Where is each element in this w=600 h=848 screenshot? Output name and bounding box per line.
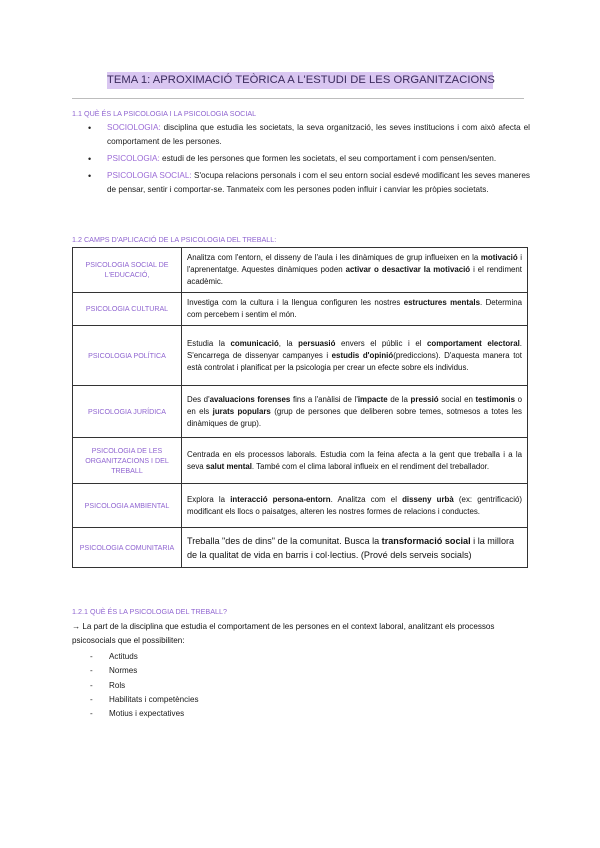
text-run: i la millora de la qualitat de vida en barris i col·lectius. (Prové dels serveis socials) xyxy=(187,535,515,560)
text-run: o en els xyxy=(187,394,523,416)
text-run: Treballa "des de dins" de la comunitat. Busca la xyxy=(187,535,382,546)
bold-text: estructures mentals xyxy=(403,298,480,307)
text-run: (grup de persones que deliberen sobre temes, sotmesos a totes les dinàmiques de grup). xyxy=(187,406,523,428)
title-divider xyxy=(72,98,524,99)
list-item: - Habilitats i competències xyxy=(72,693,199,707)
definitions-list xyxy=(72,121,530,200)
list-item: - Rols xyxy=(72,679,199,693)
list-item xyxy=(72,121,530,150)
field-category-cell: PSICOLOGIA COMUNITARIA xyxy=(73,528,182,568)
application-fields-table xyxy=(72,247,528,568)
bold-text: motivació xyxy=(480,253,518,262)
bold-text: persuasió xyxy=(298,338,336,348)
text-run: . També com el clima laboral influeix en el rendiment del treballador. xyxy=(251,461,490,471)
list-item: - Actituds xyxy=(72,650,199,664)
text-run: Explora la xyxy=(187,494,231,504)
definition-term: PSICOLOGIA: xyxy=(107,154,160,164)
bold-text: comportament electoral xyxy=(427,338,520,348)
table-row xyxy=(73,248,528,293)
list-item xyxy=(72,169,530,198)
bold-text: avaluacions forenses xyxy=(209,394,291,404)
text-run: . Determina com percebem i sentim el món. xyxy=(187,298,522,319)
definition-text: disciplina que estudia les societats, la seva organització, les seves institucions i com això afecta el comportament de les persones. xyxy=(107,123,530,147)
section-1-2-1-heading: 1.2.1 QUÈ ÉS LA PSICOLOGIA DEL TREBALL? xyxy=(72,607,228,616)
text-run: Estudia la xyxy=(187,338,231,348)
field-description-cell xyxy=(182,293,528,326)
bold-text: jurats populars xyxy=(212,406,271,416)
definition-text: estudi de les persones que formen les societats, el seu comportament i com pensen/senten. xyxy=(159,154,497,164)
field-category-cell: PSICOLOGIA AMBIENTAL xyxy=(73,484,182,528)
table-row xyxy=(73,293,528,326)
bold-text: estudis d'opinió xyxy=(331,350,394,360)
text-run: i el rendiment acadèmic. xyxy=(187,265,522,286)
text-run: (prediccions). D'aquesta manera tot està controlat i planificat per la psicologia per crear un efecte sobre els individus. xyxy=(187,350,522,372)
list-item: - Normes xyxy=(72,664,199,678)
text-run: Analitza com l'entorn, el disseny de l'aula i les dinàmiques de grup influeixen en la xyxy=(187,253,481,262)
field-description-cell xyxy=(182,484,528,528)
field-description-cell xyxy=(182,528,528,568)
definition-term: SOCIOLOGIA: xyxy=(107,123,161,132)
field-category-cell: PSICOLOGIA DE LES ORGANITZACIONS I DEL TREBALL xyxy=(73,438,182,484)
field-description-cell xyxy=(182,248,528,293)
field-category-cell: PSICOLOGIA SOCIAL DE L'EDUCACIÓ, xyxy=(73,248,182,293)
bold-text: pressió xyxy=(410,394,439,404)
text-run: i l'aprenentatge. Aquestes dinàmiques poden xyxy=(187,253,523,274)
table-row xyxy=(73,386,528,438)
table-row xyxy=(73,326,528,386)
text-run: Des d' xyxy=(187,394,210,404)
bold-text: disseny urbà xyxy=(402,494,454,504)
text-run: fins a l'anàlisi de l' xyxy=(290,394,358,404)
text-run: Investiga com la cultura i la llengua configuren les nostres xyxy=(187,298,404,307)
bold-text: salut mental xyxy=(205,461,252,471)
definition-term: PSICOLOGIA SOCIAL: xyxy=(107,170,192,180)
text-run: , la xyxy=(278,338,299,348)
section-1-1-heading: 1.1 QUÈ ÉS LA PSICOLOGIA I LA PSICOLOGIA SOCIAL xyxy=(72,109,257,118)
table-row xyxy=(73,438,528,484)
bold-text: comunicació xyxy=(230,338,279,348)
definition-text: S'ocupa relacions personals i com el seu entorn social esdevé modificant les seves maneres de pensar, sentir i comportar-se. Tanmateix com les persones poden influir i canviar les pròpies societats. xyxy=(107,170,530,195)
process-list xyxy=(72,650,199,721)
table-row xyxy=(73,484,528,528)
definition-paragraph: → La part de la disciplina que estudia el comportament de les persones en el context laboral, analitzant els processos psicosocials que el possibiliten: xyxy=(72,622,495,645)
text-run: Centrada en els processos laborals. Estudia com la feina afecta a la gent que treballa i a la seva xyxy=(187,449,522,471)
bold-text: interacció persona-entorn xyxy=(230,494,331,504)
page-title: TEMA 1: APROXIMACIÓ TEÒRICA A L'ESTUDI DE LES ORGANITZACIONS xyxy=(107,72,493,89)
list-item xyxy=(72,152,530,166)
text-run: (ex: gentrificació) modificant els llocs o paisatges, alteren les nostres formes de relacions i conductes. xyxy=(187,494,522,516)
text-run: envers el públic i el xyxy=(335,338,427,348)
field-description-cell xyxy=(182,438,528,484)
bold-text: transformació social xyxy=(381,535,471,546)
field-description-cell xyxy=(182,326,528,386)
field-description-cell xyxy=(182,386,528,438)
field-category-cell: PSICOLOGIA CULTURAL xyxy=(73,293,182,326)
field-category-cell: PSICOLOGIA JURÍDICA xyxy=(73,386,182,438)
field-category-cell: PSICOLOGIA POLÍTICA xyxy=(73,326,182,386)
list-item: - Motius i expectatives xyxy=(72,707,199,721)
table-row xyxy=(73,528,528,568)
bold-text: activar o desactivar la motivació xyxy=(345,265,471,274)
text-run: social en xyxy=(438,394,476,404)
bold-text: impacte xyxy=(357,394,388,404)
text-run: . S'encarrega de dissenyar campanyes i xyxy=(187,338,522,360)
text-run: . Analitza com el xyxy=(330,494,403,504)
bold-text: testimonis xyxy=(475,394,515,404)
text-run: de la xyxy=(387,394,411,404)
section-1-2-heading: 1.2 CAMPS D'APLICACIÓ DE LA PSICOLOGIA DEL TREBALL: xyxy=(72,235,277,244)
